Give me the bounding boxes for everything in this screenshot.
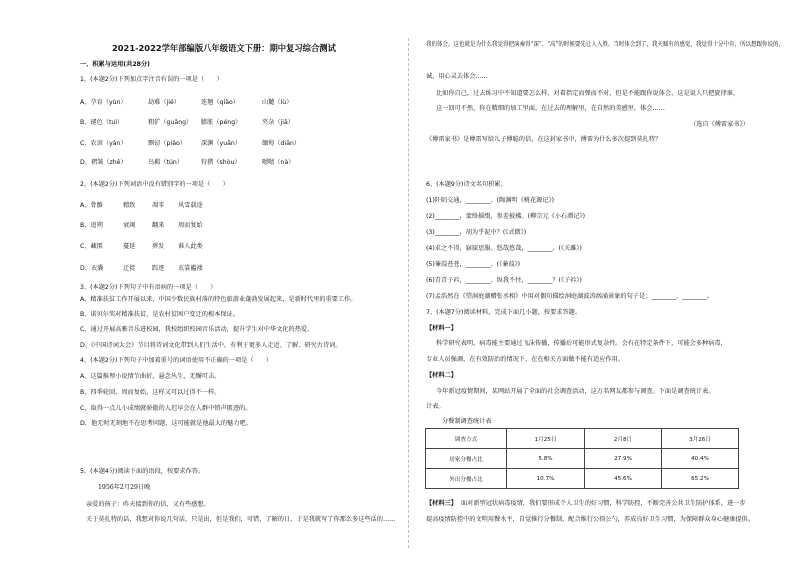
q6-stem: 6、(本题9分)诗文名句积累。 [426,181,507,188]
q2-option-c4: 谁人此类 [178,243,203,250]
q2-option-b4: 周而复始 [178,222,203,229]
column-divider [408,38,409,548]
table-row [426,429,739,449]
passage-line-4: 这一回可不然，你在精细的加工里面，在过去的理解里，在自然的美感里，体会…… [436,105,665,112]
q2-option-a4: 风雪载途 [178,202,203,209]
table-row [426,469,739,489]
q6-line-7: (7)孟浩然在《望洞庭湖赠张丞相》中用对偶句描绘洞庭湖波涛汹涌景象的句子是：________，________。 [426,293,714,300]
table-cell: 外出分餐占比 [426,469,507,489]
material-1-label: 【材料一】 [426,325,457,332]
q1-option-b3: 膨胀（péng） [201,119,242,126]
q1-option-d1: D、褶皱（zhě） [80,159,127,166]
q3-option-b: B、诺贝尔奖对精准扶贫，是农村贫困户变迁的根本保证。 [80,311,239,318]
q1-option-a4: 山麓（lù） [262,99,293,106]
q3-option-a: A、精准扶贫工作开展以来，中国少数民族村落的特色旅游业蓬勃发展起来，是新时代里的重要工作。 [80,296,357,303]
q1-option-a3: 连翘（qiào） [201,99,239,106]
table-header-cell: 1月25日 [507,429,585,449]
survey-table [425,428,739,489]
material-3-line-1: 面对新型冠状病毒疫情，我们要形成个人卫生的好习惯，科学防控，不断完善公共卫生防护体系，进一步 [461,500,746,507]
q1-option-d2: 鸟羁（tún） [148,159,184,166]
table-cell: 10.7% [507,469,585,489]
q2-option-b3: 翻来 [152,222,165,229]
q1-option-a2: 劫难（jié） [148,99,180,106]
table-cell: 45.6% [585,469,662,489]
q1-option-a1: A、孕育（yùn） [80,99,127,106]
q5-question: 《傅雷家书》是傅雷写给儿子傅聪的信，在这封家书中，傅雷为什么多次提到莫扎特？ [426,136,662,143]
q2-option-c3: 葬发 [152,243,165,250]
table-header-cell: 2月8日 [585,429,662,449]
q6-line-2: (2)________，蒙络摇缀，参差披拂。(柳宗元《小石潭记》) [426,213,585,220]
q4-option-d: D、他无时无刻地不在思考问题，这可能就是他最大的魅力吧。 [80,420,252,427]
q7-stem: 7、(本题7分)阅读材料，完成下面几小题，按要求答题。 [426,309,582,316]
q2-option-b2: 衰竭 [123,222,136,229]
q3-option-c: C、通过开展高雅音乐进校园，我校组织校园音乐活动，提升学生对中华文化的热爱。 [80,326,314,333]
q1-option-b1: B、褪色（tuì） [80,119,124,126]
q2-option-d3: 踪迹 [152,265,165,272]
material-2-label: 【材料二】 [426,372,457,379]
q1-option-c4: 缅甸（diān） [262,140,301,147]
q2-option-d4: 衣裳褴褛 [178,265,203,272]
material-1-line-2: 专业人员强调，在有效防治的情况下，在在相关方面做不能有适应作用。 [426,356,624,363]
q2-stem: 2、(本题2分)下列词语中没有错别字的一项是（ ） [80,181,229,188]
material-1-line-1: 科学研究表明，病毒能主要通过飞沫传播，传播后可能形式复杂性。会有在特定条件下，可能会多种病毒， [436,340,727,347]
q1-option-c1: C、农谚（yàn） [80,140,127,147]
q1-option-b2: 粗犷（guǎng） [148,119,193,126]
q1-option-d3: 狩猎（shòu） [201,159,241,166]
q1-option-c2: 剽窃（piāo） [148,140,186,147]
q6-line-5: (5)蒹葭苍苍，________。(《蒹葭》) [426,261,521,268]
q6-line-4: (4)求之不得，寤寐思服。悠哉悠哉，________。(《关雎》) [426,245,582,252]
q1-stem: 1、(本题2分)下列加点字注音有误的一项是（ ） [80,76,223,83]
passage-source: （选自《傅雷家书》） [690,121,749,128]
table-cell: 5.8% [507,449,585,469]
q4-stem: 4、(本题2分)下列句子中加着重号的词语使用不正确的一项是（ ） [80,357,273,364]
q2-option-c2: 蔓延 [123,243,136,250]
table-title: 分餐制调查统计表 [442,418,492,425]
q2-option-a2: 精致 [123,202,136,209]
q2-option-d1: D、衣囊 [80,265,104,272]
q6-line-1: (1)阡陌交通，________。(陶渊明《桃花源记》) [426,197,555,204]
material-2-line-1: 今年新冠疫情期间，某网站开展了全面的社会调查活动，这万名网友都参与调查。下面是调查统计表。 [436,388,715,395]
q3-option-d: D、《中国诗词大会》节目将诗词文化带到人们生活中，有利于更多人走近、了解、研究古诗词。 [80,342,342,349]
table-row [426,449,739,469]
table-header-cell: 3月26日 [662,429,739,449]
q4-option-c: C、取得一点儿小成绩就骄傲的人迟早会在人群中销声匿迹的。 [80,405,252,412]
table-cell: 65.2% [662,469,739,489]
page-title: 2021-2022学年部编版八年级语文下册：期中复习综合测试 [112,43,336,53]
material-3-label: 【材料三】 [426,500,457,507]
letter-line-2: 关于莫扎特的话，我想对你说几句话，只是出，但是我们，可惜，了解的日，于是我就写了你那么多这些话的…… [86,516,396,523]
letter-line-1: 亲爱的孩子：昨天接到你的信，又有些感想。 [86,501,210,508]
q1-option-c3: 深渊（yuān） [201,140,242,147]
table-cell: 居家分餐占比 [426,449,507,469]
passage-line-2: 诚，用心灵去体会…… [426,73,488,80]
q2-option-d2: 迁徙 [123,265,136,272]
q2-option-c1: C、藏匿 [80,243,103,250]
material-2-line-2: 计表。 [426,403,445,410]
q3-stem: 3、(本题2分)下列句子中有语病的一项是（ ） [80,284,217,291]
q2-option-b1: B、追朔 [80,222,103,229]
q1-option-b4: 夹杂（jiā） [262,119,294,126]
q4-option-b: B、四季轮回，周而复始，这样又可以过得不一样。 [80,389,221,396]
table-cell: 40.4% [662,449,739,469]
table-cell: 27.9% [585,449,662,469]
section-heading: 一、积累与运用(共28分) [80,61,150,68]
q2-option-a1: A、骨骼 [80,202,103,209]
table-header-cell: 调查方式 [426,429,507,449]
passage-line-1: 我的体会。这也就是为什么我觉得把演奏得“深”、“高”的时候要先让人入胜。当时体会到了，我天赋有的感觉，我觉得十分中肯，所以想跟你说的， [426,41,784,48]
q6-line-6: (6)青青子衿，________。纵我不往，________？(《子衿》) [426,277,582,284]
letter-date: 1956年2月29日晚 [98,484,151,491]
q2-option-a3: 凋零 [152,202,165,209]
material-3-line-2: 提高疫情防控中的文明用餐水平，自觉推行分餐制，配合推行公筷公勺，养成良好卫生习惯，为保障群众身心健康提供。 [426,516,754,523]
q1-option-d4: 嗯嗯（nà） [262,159,295,166]
q5-stem: 5、(本题4分)阅读下面的语段，按要求作答。 [80,468,205,475]
q6-line-3: (3)________，胡为乎泥中？(《式微》) [426,229,527,236]
q4-option-a: A、这篇推理小说情节曲折，悬念丛生，无懈可击。 [80,373,221,380]
passage-line-3: 比如你自己，过去练习中不知道要怎么样，对着指定而弹而不对，但是不能跟你说体会，这是说人只把旋律谁， [436,90,740,97]
